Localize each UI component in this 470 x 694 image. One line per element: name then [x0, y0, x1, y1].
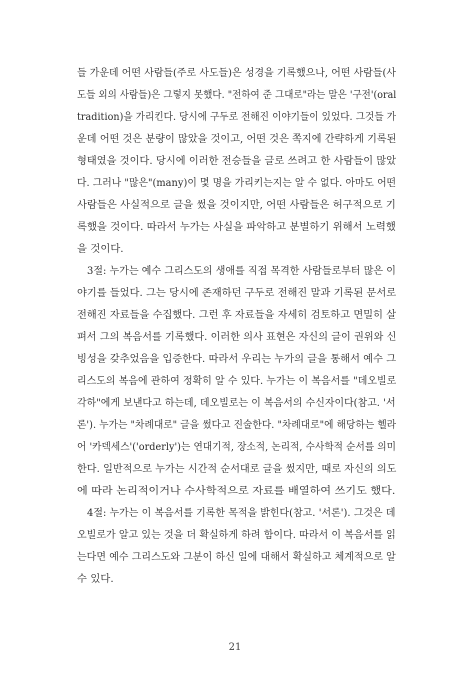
text-line: 수 있다.: [77, 573, 114, 585]
text-line: 록했을 것이다. 따라서 누가는 사실을 파악하고 분별하기 위해서 노력했: [77, 221, 396, 233]
text-line: 펴서 그의 복음서를 기록했다. 이러한 의사 표현은 자신의 글이 권위와 신: [77, 331, 397, 343]
text-line: 오빌로가 알고 있는 것을 더 확실하게 하려 함이다. 따라서 이 복음서를 읽: [77, 529, 396, 541]
paragraph-start-line: 3절: 누가는 예수 그리스도의 생애를 직접 목격한 사람들로부터 많은 이: [87, 265, 396, 277]
text-line: 전해진 자료들을 수집했다. 그런 후 자료들을 자세히 검토하고 면밀히 살: [77, 309, 397, 321]
text-line: 도들 외의 사람들)은 그렇지 못했다. "전하여 준 그대로"라는 말은 '구전'(oral: [77, 89, 397, 101]
text-line: 에 따라 논리적이거나 수사학적으로 자료를 배열하여 쓰기도 했다.: [77, 485, 396, 497]
text-line: 어 '카덱세스'('orderly')는 연대기적, 장소적, 논리적, 수사학적 순서를 의미: [77, 441, 396, 453]
text-line: 빙성을 갖추었음을 입증한다. 따라서 우리는 누가의 글을 통해서 예수 그: [77, 353, 397, 365]
text-line: 사람들은 사실적으로 글을 썼을 것이지만, 어떤 사람들은 허구적으로 기: [77, 199, 396, 211]
text-line: 운데 어떤 것은 분량이 많았을 것이고, 어떤 것은 쪽지에 간략하게 기록된: [77, 133, 397, 145]
text-line: 다. 그러나 "많은"(many)이 몇 명을 가리키는지는 알 수 없다. 아마도 어떤: [77, 177, 397, 189]
text-line: tradition)을 가리킨다. 당시에 구두로 전해진 이야기들이 있었다. 그것들 가: [77, 111, 397, 123]
text-line: 는다면 예수 그리스도와 그분이 하신 일에 대해서 확실하고 체계적으로 알: [77, 551, 396, 563]
text-line: 형태였을 것이다. 당시에 이러한 전승들을 글로 쓰려고 한 사람들이 많았: [77, 155, 397, 167]
page-number: 21: [228, 642, 242, 653]
text-line: 야기를 들었다. 그는 당시에 존재하던 구두로 전해진 말과 기록된 문서로: [77, 287, 397, 299]
text-line: 각하"에게 보낸다고 하는데, 데오빌로는 이 복음서의 수신자이다(참고. '서: [77, 397, 396, 409]
text-line: 을 것이다.: [77, 243, 124, 255]
paragraph-start-line: 4절: 누가는 이 복음서를 기록한 목적을 밝힌다(참고. '서론'). 그것은 데: [87, 507, 396, 519]
text-line: 론'). 누가는 "차례대로" 글을 썼다고 진술한다. "차례대로"에 해당하는 헬라: [77, 419, 397, 431]
text-line: 리스도의 복음에 관하여 정확히 알 수 있다. 누가는 이 복음서를 "데오빌로: [77, 375, 397, 387]
text-line: 한다. 일반적으로 누가는 시간적 순서대로 글을 썼지만, 때로 자신의 의도: [77, 463, 397, 475]
text-line: 들 가운데 어떤 사람들(주로 사도들)은 성경을 기록했으나, 어떤 사람들(사: [77, 67, 397, 79]
